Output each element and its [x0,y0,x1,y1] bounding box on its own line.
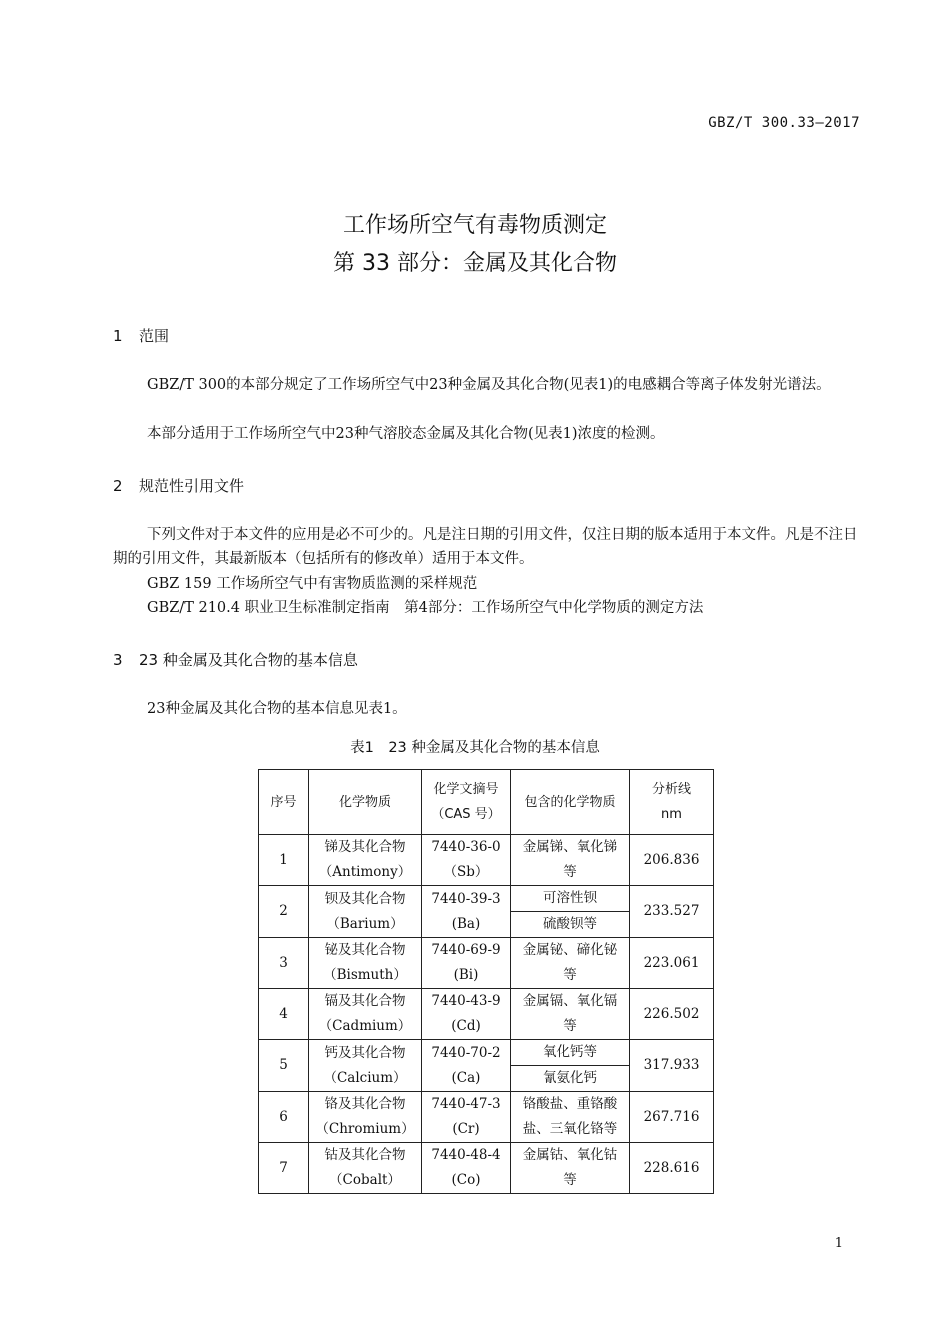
header-wavelength-unit: nm [661,807,682,822]
included-text-line1: 金属锑、氧化锑 [522,839,618,855]
table-header-row [259,770,714,835]
cell-included [511,835,630,886]
cell-cas [422,1092,511,1143]
included-text-line2: 等 [563,864,577,880]
included-text-line2: 等 [563,1018,577,1034]
substance-english: （Bismuth） [323,967,407,983]
cell-substance [309,835,422,886]
table-row [259,886,714,912]
included-text: 可溶性钡 [543,890,597,906]
substance-name: 钙及其化合物 [324,1044,406,1061]
cas-number: 7440-39-3 [431,890,501,907]
table-row [259,1040,714,1066]
wavelength-text: 317.933 [643,1057,700,1073]
cell-included [511,938,630,989]
table-body [259,835,714,1194]
cell-wavelength [630,1092,714,1143]
cell-cas [422,938,511,989]
cell-substance [309,1092,422,1143]
cell-wavelength [630,886,714,938]
header-wavelength-line1: 分析线 [651,782,691,797]
cell-seq [259,835,309,886]
cell-included [511,1143,630,1194]
included-text-line2: 等 [563,967,577,983]
table-row [259,835,714,886]
substance-name: 铋及其化合物 [324,942,406,958]
metals-info-table [258,769,714,1194]
document-title-line2: 第 33 部分：金属及其化合物 [333,251,617,276]
included-text-line1: 金属铋、碲化铋 [522,942,618,958]
included-text-line1: 金属钴、氧化钴 [522,1147,618,1163]
substance-name: 钴及其化合物 [324,1147,406,1163]
substance-english: （Barium） [326,915,404,932]
seq-text: 2 [279,903,288,919]
cell-included [511,989,630,1040]
included-text-line1: 铬酸盐、重铬酸 [522,1096,618,1112]
table-row [259,989,714,1040]
section-1-heading [113,325,169,346]
cell-cas [422,835,511,886]
cell-seq [259,1143,309,1194]
substance-english: （Chromium） [315,1121,415,1137]
cas-number: 7440-36-0 [431,839,501,855]
seq-text: 7 [279,1159,288,1176]
wavelength-text: 228.616 [643,1159,700,1176]
cell-wavelength [630,989,714,1040]
cas-number: 7440-47-3 [431,1096,501,1112]
reference-gbz-t-210-4: GBZ/T 210.4 职业卫生标准制定指南 第4部分：工作场所空气中化学物质的测定方法 [147,600,704,616]
header-cas-line2: （CAS 号） [431,807,501,822]
cell-seq [259,1092,309,1143]
section-title: 规范性引用文件 [139,477,245,495]
section-3-heading [113,649,358,670]
standard-code: GBZ/T 300.33—2017 [708,115,860,131]
section-2-heading [113,475,244,496]
document-title-line1: 工作场所空气有毒物质测定 [342,213,607,238]
table-row [259,938,714,989]
included-text: 氧化钙等 [543,1044,597,1060]
paragraph: 下列文件对于本文件的应用是必不可少的。凡是注日期的引用文件，仅注日期的版本适用于本文件。凡是不注日期的引用文件，其最新版本（包括所有的修改单）适用于本文件。 [113,527,858,567]
cas-number: 7440-48-4 [431,1147,501,1163]
cas-number: 7440-70-2 [431,1044,501,1061]
table-caption: 表1 23 种金属及其化合物的基本信息 [350,740,600,756]
substance-name: 镉及其化合物 [324,993,406,1009]
seq-text: 3 [279,954,288,971]
header-wavelength [630,770,714,835]
substance-english: （Cobalt） [329,1172,401,1188]
included-text-line2: 盐、三氧化铬等 [522,1121,618,1137]
cell-wavelength [630,1143,714,1194]
element-symbol: (Co) [451,1172,481,1188]
section-title: 23 种金属及其化合物的基本信息 [139,651,358,669]
table-row [259,1143,714,1194]
substance-english: （Calcium） [323,1069,407,1086]
cell-substance [309,938,422,989]
substance-english: （Cadmium） [318,1018,412,1034]
element-symbol: (Ba) [451,915,481,932]
wavelength-text: 233.527 [643,903,700,919]
seq-text: 6 [279,1108,288,1125]
cell-seq [259,886,309,938]
cell-included [511,1092,630,1143]
seq-text: 1 [279,851,288,868]
included-text: 硫酸钡等 [543,916,597,932]
cell-cas [422,989,511,1040]
element-symbol: (Bi) [453,967,479,983]
element-symbol: (Cr) [452,1121,480,1137]
element-symbol: (Ca) [451,1069,481,1086]
cell-wavelength [630,835,714,886]
section-number: 2 [113,477,123,495]
cell-wavelength [630,1040,714,1092]
cell-substance [309,989,422,1040]
header-cas-line1: 化学文摘号 [433,782,499,797]
cell-seq [259,938,309,989]
included-text: 氰氨化钙 [543,1070,597,1086]
paragraph: GBZ/T 300的本部分规定了工作场所空气中23种金属及其化合物(见表1)的电感耦合等离子体发射光谱法。 [147,377,831,393]
substance-name: 钡及其化合物 [324,890,406,907]
included-text-line1: 金属镉、氧化镉 [522,993,618,1009]
cell-substance [309,886,422,938]
cell-seq [259,1040,309,1092]
cell-substance [309,1143,422,1194]
page-number: 1 [834,1236,843,1251]
cell-cas [422,1143,511,1194]
table-row [259,1092,714,1143]
header-substance: 化学物质 [309,770,422,835]
wavelength-text: 206.836 [643,851,700,868]
cas-number: 7440-69-9 [431,942,501,958]
cell-cas [422,886,511,938]
cell-substance [309,1040,422,1092]
cell-wavelength [630,938,714,989]
header-cas [422,770,511,835]
seq-text: 5 [279,1057,288,1073]
wavelength-text: 226.502 [643,1005,700,1022]
section-number: 1 [113,327,123,345]
header-seq: 序号 [259,770,309,835]
reference-gbz-159: GBZ 159 工作场所空气中有害物质监测的采样规范 [147,576,478,592]
paragraph: 23种金属及其化合物的基本信息见表1。 [147,701,407,717]
cell-included [511,886,630,912]
wavelength-text: 223.061 [643,954,700,971]
header-included: 包含的化学物质 [511,770,630,835]
cell-included [511,1040,630,1066]
cas-number: 7440-43-9 [431,993,501,1009]
paragraph: 本部分适用于工作场所空气中23种气溶胶态金属及其化合物(见表1)浓度的检测。 [147,426,665,442]
substance-english: （Antimony） [318,864,412,880]
included-text-line2: 等 [563,1172,577,1188]
cell-cas [422,1040,511,1092]
section-title: 范围 [139,327,170,345]
wavelength-text: 267.716 [643,1108,700,1125]
cell-included [511,1066,630,1092]
section-number: 3 [113,651,123,669]
substance-name: 锑及其化合物 [324,839,406,855]
cell-included [511,912,630,938]
substance-name: 铬及其化合物 [324,1096,406,1112]
cell-seq [259,989,309,1040]
element-symbol: (Cd) [451,1018,481,1034]
seq-text: 4 [279,1005,288,1022]
element-symbol: （Sb） [443,864,489,880]
